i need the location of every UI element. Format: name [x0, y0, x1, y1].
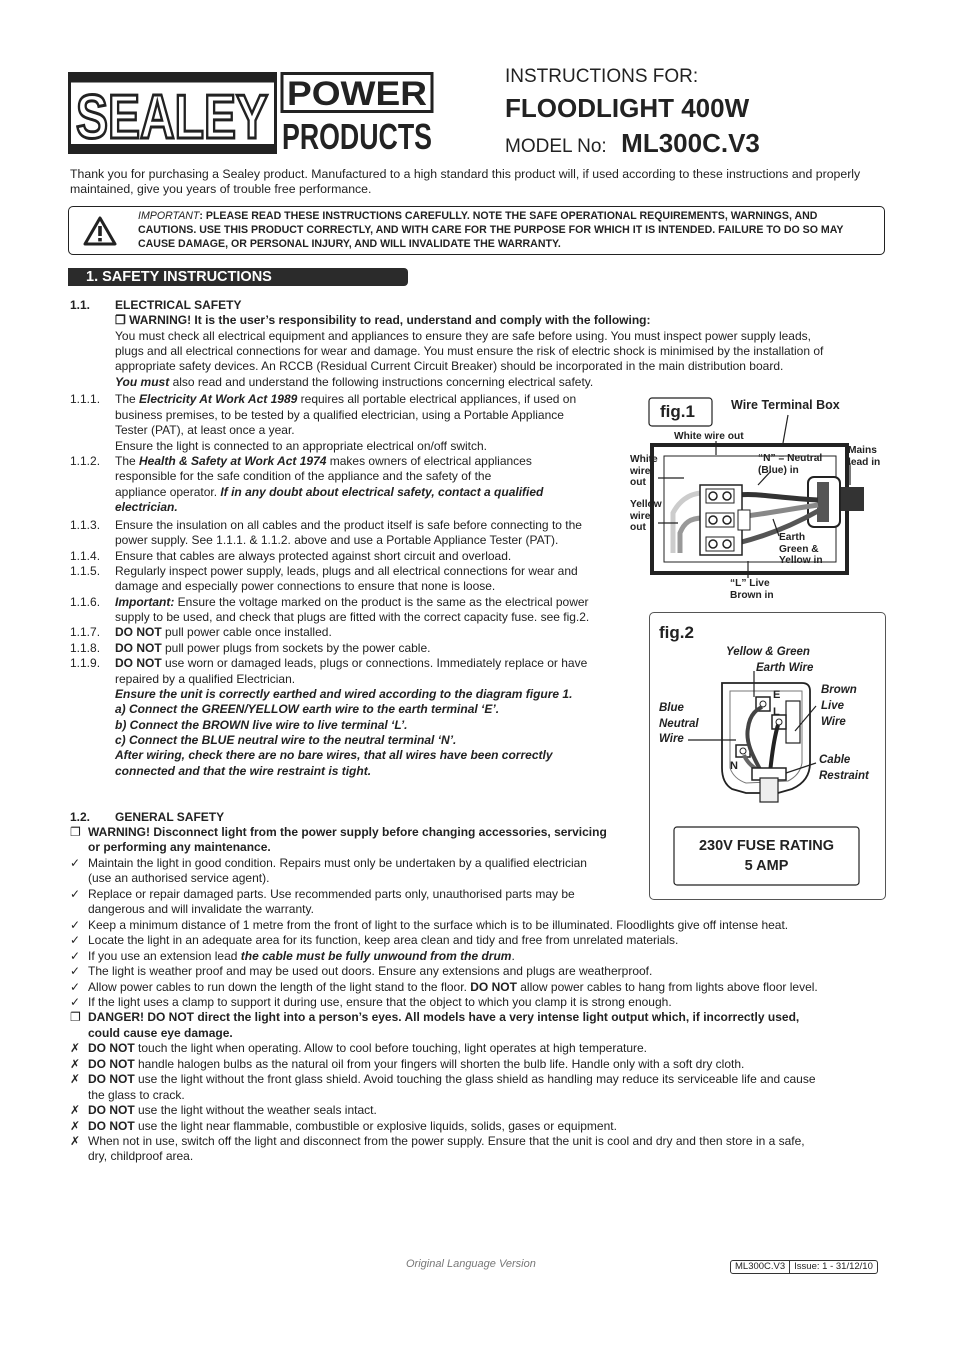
list-item	[88, 1134, 805, 1149]
list-item-text: Allow power cables to run down the length of the light stand to the floor.	[88, 979, 471, 994]
list-item	[88, 825, 607, 840]
footer-model: ML300C.V3	[731, 1261, 790, 1273]
fig2-blue-1: Blue	[659, 702, 684, 714]
svg-text:PRODUCTS: PRODUCTS	[282, 116, 432, 157]
list-bullet-icon: ✗	[70, 1118, 81, 1133]
i2-num: 1.1.2.	[70, 454, 101, 468]
fig2-blue-2: Neutral	[659, 717, 699, 730]
list-item	[88, 1119, 617, 1134]
fig2	[649, 612, 886, 900]
fig1-live	[730, 578, 774, 601]
i9-b: b) Connect the BROWN live wire to live terminal ‘L’.	[115, 718, 408, 732]
important-text	[138, 209, 873, 251]
list-bullet-icon: ❐	[70, 825, 81, 839]
list-item-text: handle halogen bulbs as the natural oil from your fingers will shorten the bulb life. Handle only with a soft dry cloth.	[134, 1056, 745, 1071]
list-item-text: dangerous and will invalidate the warranty.	[88, 902, 314, 917]
list-item-text: WARNING! Disconnect light from the power supply before changing accessories, servicing	[88, 825, 607, 839]
fig1-earth-3: Yellow in	[779, 555, 823, 566]
i9-l8: connected and that the wire restraint is tight.	[115, 764, 372, 778]
fig2-term-l: L	[773, 706, 780, 718]
list-item-text: Replace or repair damaged parts. Use recommended parts only, unauthorised parts may be	[88, 886, 575, 901]
i2-a: The	[115, 454, 140, 468]
list-item-text: DO NOT	[88, 1072, 135, 1087]
fig1-live-1: “L” Live	[730, 578, 770, 589]
s11-body1: You must check all electrical equipment and appliances to ensure they are safe before using. You must inspect power supply leads,	[115, 329, 811, 343]
fig1-white-1: White	[630, 454, 658, 465]
fig2-term-n: N	[730, 760, 738, 772]
i1-l3: Tester (PAT), at least once a year.	[115, 423, 295, 437]
list-bullet-icon: ✓	[70, 964, 81, 979]
list-item	[88, 871, 269, 886]
i1-a: The	[115, 392, 140, 406]
i8-l1	[115, 641, 430, 656]
list-bullet-icon: ✓	[70, 994, 81, 1009]
list-item-text: use the light near flammable, combustible or explosive liquids, solids, gases or equipment.	[134, 1118, 617, 1133]
list-bullet-icon: ✗	[70, 1134, 81, 1148]
svg-text:POWER: POWER	[287, 75, 427, 113]
list-item-text: DO NOT	[88, 1056, 135, 1071]
list-item-text: The light is weather proof and may be used out doors. Ensure any extensions and plugs are weatherproof.	[88, 964, 653, 979]
list-item-text: Maintain the light in good condition. Repairs must only be undertaken by a qualified electrician	[88, 855, 587, 870]
i9-l1	[115, 656, 587, 671]
i6-b: Ensure the voltage marked on the product is the same as the electrical power	[174, 595, 589, 609]
i9-c: c) Connect the BLUE neutral wire to the neutral terminal ‘N’.	[115, 733, 457, 747]
list-item-text: allow power cables to hang from lights above floor level.	[516, 979, 818, 994]
fig2-brown-2: Live	[821, 700, 845, 712]
list-item	[88, 902, 314, 917]
fig1-mains	[848, 445, 880, 468]
sealey-logo-graphic	[68, 72, 434, 157]
i9-l2: repaired by a qualified Electrician.	[115, 672, 296, 686]
fig1	[628, 393, 886, 603]
i4-l1: Ensure that cables are always protected against short circuit and overload.	[115, 549, 512, 563]
list-item-text: the cable must be fully unwound from the drum	[240, 948, 512, 963]
i3-num: 1.1.3.	[70, 518, 101, 532]
model-line	[505, 128, 760, 159]
i2-l4: electrician.	[115, 500, 178, 514]
list-item-text: If you use an extension lead	[88, 948, 241, 963]
intro-text: Thank you for purchasing a Sealey product. Manufactured to a high standard this product will, if used according to these instructions and properly maintained, give you years of trouble free performance.	[70, 167, 861, 197]
fig2-fuse	[674, 836, 859, 876]
list-item	[88, 856, 587, 871]
i7-num: 1.1.7.	[70, 625, 101, 639]
s12-title: GENERAL SAFETY	[115, 810, 225, 824]
product-title: FLOODLIGHT 400W	[505, 93, 750, 123]
i4-num: 1.1.4.	[70, 549, 101, 563]
i7-l1	[115, 625, 332, 640]
fig1-wiring-diagram	[628, 393, 886, 603]
i7-bold: DO NOT	[115, 625, 162, 639]
i1-l4: Ensure the light is connected to an appropriate electrical on/off switch.	[115, 439, 487, 453]
i2-l2: responsible for the safe condition of the appliance and the safety of the	[115, 469, 492, 483]
list-bullet-icon: ✗	[70, 1041, 81, 1056]
list-bullet-icon: ✓	[70, 933, 81, 948]
i3-l1: Ensure the insulation on all cables and the product itself is safe before connecting to the	[115, 518, 582, 532]
fig2-brown-1: Brown	[821, 684, 857, 696]
list-bullet-icon: ✓	[70, 979, 81, 994]
i2-l1	[115, 454, 532, 469]
list-item-text: If the light uses a clamp to support it during use, ensure that the object to which you clamp it is strong enough.	[88, 994, 672, 1009]
list-bullet-icon: ✓	[70, 948, 81, 963]
warning-triangle-icon	[83, 216, 117, 246]
fig1-earth-2: Green &	[779, 543, 819, 555]
i9-a: a) Connect the GREEN/YELLOW earth wire to the earth terminal ‘E’.	[115, 702, 500, 716]
list-bullet-icon: ✓	[70, 917, 81, 932]
list-item	[88, 995, 672, 1010]
instructions-for: INSTRUCTIONS FOR:	[505, 66, 699, 87]
fig1-live-2: Brown in	[730, 589, 774, 601]
s11-body4-bold: You must	[115, 375, 170, 389]
fig1-white	[630, 454, 658, 489]
fig1-neutral-2: (Blue) in	[758, 464, 799, 476]
list-item	[88, 964, 652, 979]
list-item	[88, 1057, 744, 1072]
list-item-text: When not in use, switch off the light and disconnect from the power supply. Ensure that the unit is cool and dry and then store in a safe,	[88, 1134, 805, 1148]
fig1-white-wire-out: White wire out	[674, 431, 744, 442]
i5-l2: damage and especially power connections to ensure that none is loose.	[115, 579, 496, 593]
fig1-mains-2: lead in	[848, 456, 881, 468]
s11-body4-rest: also read and understand the following instructions concerning electrical safety.	[169, 375, 594, 389]
i9-l7: After wiring, check there are no bare wires, that all wires have been correctly	[115, 748, 553, 762]
list-item-text: or performing any maintenance.	[88, 840, 271, 855]
i6-l2: supply to be used, and check that plugs are fitted with the correct capacity fuse. see fig.2.	[115, 610, 590, 624]
section-title: 1. SAFETY INSTRUCTIONS	[86, 269, 272, 285]
fig1-earth	[779, 532, 823, 567]
list-item-text: DO NOT	[88, 1041, 135, 1056]
fig2-blue	[659, 701, 699, 748]
list-item-text: the glass to crack.	[88, 1087, 185, 1102]
fig2-ye-2: Earth Wire	[756, 662, 814, 674]
list-item-text: could cause eye damage.	[88, 1025, 233, 1040]
list-item-text: use the light without the front glass shield. Avoid touching the glass shield as handling may reduce its serviceable life and cause	[134, 1072, 816, 1087]
s12-num: 1.2.	[70, 810, 91, 824]
i6-l1	[115, 595, 589, 610]
i1-l1	[115, 392, 576, 407]
i2-b: makes owners of electrical appliances	[326, 454, 532, 468]
fig2-blue-3: Wire	[659, 733, 684, 745]
list-item	[88, 1149, 193, 1164]
s11-title: ELECTRICAL SAFETY	[115, 298, 242, 312]
list-item	[88, 1103, 377, 1118]
sealey-logo	[68, 72, 434, 157]
i1-b: requires all portable electrical appliances, if used on	[297, 392, 577, 406]
s11-num: 1.1.	[70, 298, 91, 312]
fig2-term-e: E	[773, 689, 781, 701]
s11-body4	[115, 375, 593, 390]
model-label: MODEL No:	[505, 136, 607, 157]
fig1-white-2: wire	[630, 465, 651, 477]
i8-bold: DO NOT	[115, 641, 162, 655]
list-item	[88, 1072, 816, 1087]
section-heading	[68, 268, 408, 286]
list-item-text: .	[511, 948, 515, 963]
i6-a: Important:	[115, 595, 175, 609]
fig1-label: fig.1	[660, 402, 695, 421]
i2-l3b: If in any doubt about electrical safety, contact a qualified	[220, 485, 544, 499]
list-item-text: Keep a minimum distance of 1 metre from the front of light to the surface which is to be illuminated. Floodlights give off intense heat.	[88, 917, 789, 932]
i8-num: 1.1.8.	[70, 641, 101, 655]
list-item	[88, 980, 818, 995]
fig2-ye	[726, 644, 813, 676]
fig1-title: Wire Terminal Box	[731, 398, 840, 412]
list-bullet-icon: ✓	[70, 886, 81, 901]
fig1-earth-1: Earth	[779, 532, 806, 543]
i9-l3: Ensure the unit is correctly earthed and wired according to the diagram figure 1.	[115, 687, 573, 701]
list-item	[88, 840, 271, 855]
i2-l3a: appliance operator.	[115, 485, 221, 499]
list-item	[88, 933, 678, 948]
list-item-text: touch the light when operating. Allow to cool before touching, light operates at high temperature.	[134, 1041, 647, 1056]
list-bullet-icon: ✗	[70, 1072, 81, 1087]
list-item	[88, 1088, 185, 1103]
list-bullet-icon: ❐	[70, 1010, 81, 1025]
fig2-fuse-1: 230V FUSE RATING	[698, 838, 835, 854]
i9-num: 1.1.9.	[70, 656, 101, 670]
fig1-yellow-1: Yellow	[630, 499, 662, 510]
i6-num: 1.1.6.	[70, 595, 101, 609]
fig1-neutral-1: “N” = Neutral	[758, 453, 823, 464]
list-item-text: DO NOT	[88, 1103, 135, 1118]
i8-rest: pull power plugs from sockets by the power cable.	[161, 641, 431, 655]
list-item	[88, 1041, 647, 1056]
fig2-label: fig.2	[659, 623, 694, 642]
list-item-text: DO NOT	[470, 979, 517, 994]
list-item	[88, 1026, 233, 1041]
list-item	[88, 1010, 799, 1025]
fig2-cable-2: Restraint	[819, 770, 869, 782]
list-item-text: DANGER! DO NOT direct the light into a person’s eyes. All models have a very intense light output which, if incorrectly used,	[88, 1010, 800, 1025]
list-bullet-icon: ✗	[70, 1103, 81, 1118]
list-item	[88, 949, 515, 964]
list-item-text: use the light without the weather seals intact.	[134, 1103, 377, 1118]
list-bullet-icon: ✗	[70, 1056, 81, 1071]
fig2-ye-1: Yellow & Green	[726, 646, 810, 658]
fig1-mains-1: Mains	[848, 445, 877, 456]
list-item-text: (use an authorised service agent).	[88, 871, 270, 886]
list-item-text: DO NOT	[88, 1118, 135, 1133]
list-item	[88, 918, 788, 933]
model-number: ML300C.V3	[621, 128, 760, 158]
i9-rest: use worn or damaged leads, plugs or connections. Immediately replace or have	[161, 656, 588, 670]
i1-l2: business premises, to be tested by a qualified electrician, using a Portable Appliance	[115, 408, 564, 422]
i3-l2: power supply. See 1.1.1. & 1.1.2. above and use a Portable Appliance Tester (PAT).	[115, 533, 559, 547]
fig1-yellow	[630, 499, 662, 534]
footer-ref-box	[730, 1260, 878, 1274]
footer-issue: Issue: 1 - 31/12/10	[794, 1261, 873, 1272]
important-box	[68, 206, 885, 255]
i2-act: Health & Safety at Work Act 1974	[139, 454, 327, 468]
i2-l3	[115, 485, 543, 500]
fig2-cable-1: Cable	[819, 754, 851, 766]
fig1-yellow-2: wire	[630, 510, 651, 522]
i1-num: 1.1.1.	[70, 392, 101, 406]
fig2-brown	[821, 682, 857, 730]
fig1-yellow-3: out	[630, 522, 646, 533]
i5-l1: Regularly inspect power supply, leads, plugs and all electrical connections for wear and	[115, 564, 578, 578]
s11-body3: appropriate safety devices. An RCCB (Residual Current Circuit Breaker) should be incorporated in the main distribution board.	[115, 359, 784, 373]
i9-bold: DO NOT	[115, 656, 162, 670]
list-item-text: dry, childproof area.	[88, 1149, 194, 1164]
i5-num: 1.1.5.	[70, 564, 101, 578]
footer-original: Original Language Version	[406, 1258, 536, 1270]
fig1-white-3: out	[630, 477, 646, 488]
list-bullet-icon: ✓	[70, 855, 81, 870]
important-body: : PLEASE READ THESE INSTRUCTIONS CAREFULLY. NOTE THE SAFE OPERATIONAL REQUIREMENTS, WARNINGS, AND CAUTIONS. USE THIS PRODUCT CORRECTLY, AND WITH CARE FOR THE PURPOSE FOR WHICH IT IS INTENDED. FAILURE TO DO SO MAY CAUSE DAMAGE, OR PERSONAL INJURY, AND WILL INVALIDATE THE WARRANTY.	[138, 210, 844, 250]
important-label: IMPORTANT	[138, 210, 200, 222]
s11-body2: plugs and all electrical connections for wear and damage. You must ensure the risk of electric shock is minimised by the installation of	[115, 344, 824, 358]
i7-rest: pull power cable once installed.	[161, 625, 332, 639]
list-item	[88, 887, 575, 902]
fig1-neutral	[758, 453, 822, 476]
fig2-cable	[819, 752, 869, 784]
i1-act: Electricity At Work Act 1989	[139, 392, 298, 406]
fig2-brown-3: Wire	[821, 716, 846, 728]
svg-text:SEALEY: SEALEY	[76, 83, 268, 152]
list-item-text: Locate the light in an adequate area for its function, keep area clean and tidy and free from unrelated materials.	[88, 933, 679, 948]
fig2-fuse-2: 5 AMP	[744, 858, 789, 874]
s11-warning: ❐ WARNING! It is the user’s responsibility to read, understand and comply with the following:	[115, 313, 651, 327]
